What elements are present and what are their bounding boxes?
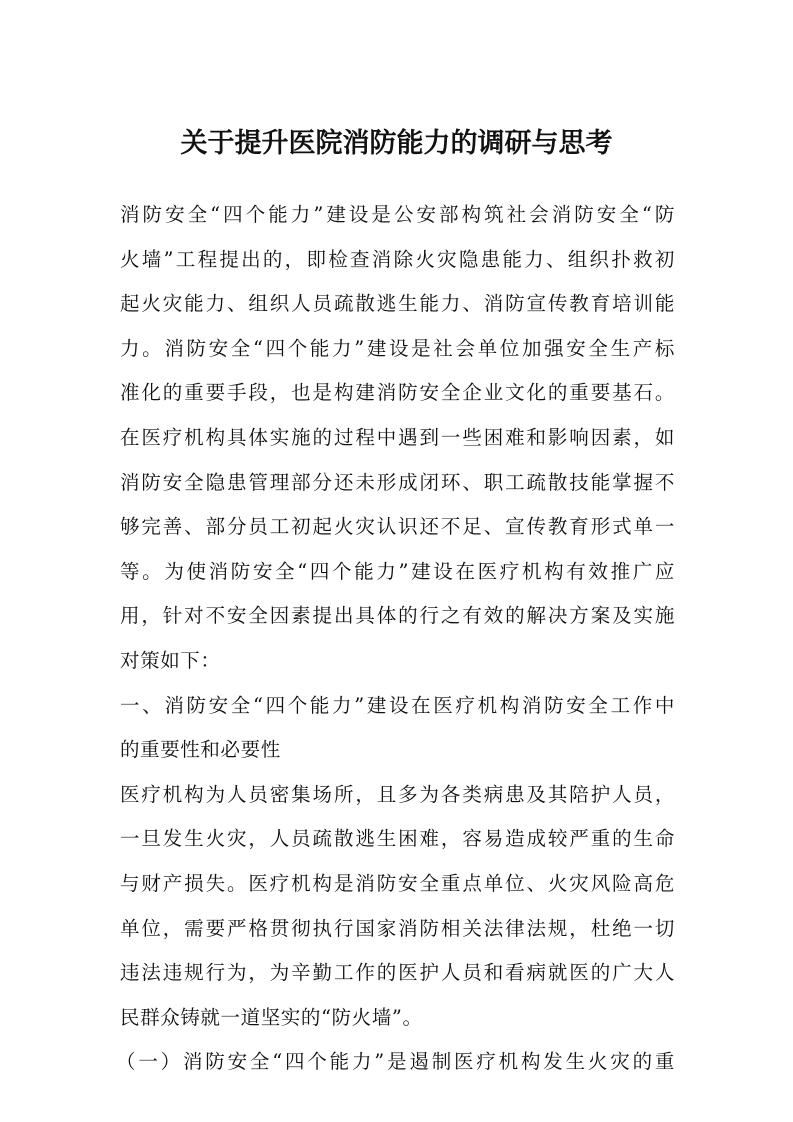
text-line: 医疗机构为人员密集场所，且多为各类病患及其陪护人员， bbox=[120, 782, 675, 806]
text-line: 一旦发生火灾，人员疏散逃生困难，容易造成较严重的生命 bbox=[120, 827, 675, 851]
text-line: 违法违规行为，为辛勤工作的医护人员和看病就医的广大人 bbox=[120, 961, 675, 985]
text-line: 对策如下： bbox=[120, 648, 221, 672]
subsection-heading-line: （一）消防安全“四个能力”是遏制医疗机构发生火灾的重 bbox=[116, 1050, 675, 1074]
text-line: 用，针对不安全因素提出具体的行之有效的解决方案及实施 bbox=[120, 604, 675, 628]
text-line: 与财产损失。医疗机构是消防安全重点单位、火灾风险高危 bbox=[120, 871, 675, 895]
text-line: 火墙”工程提出的，即检查消除火灾隐患能力、组织扑救初 bbox=[120, 247, 675, 271]
document-body bbox=[116, 193, 675, 1085]
document-title: 关于提升医院消防能力的调研与思考 bbox=[180, 128, 613, 159]
text-line: 等。为使消防安全“四个能力”建设在医疗机构有效推广应 bbox=[120, 559, 675, 583]
text-line: 消防安全“四个能力”建设是公安部构筑社会消防安全“防 bbox=[120, 203, 675, 226]
text-line: 起火灾能力、组织人员疏散逃生能力、消防宣传教育培训能 bbox=[120, 292, 675, 316]
text-line: 准化的重要手段，也是构建消防安全企业文化的重要基石。 bbox=[120, 381, 675, 405]
text-line: 够完善、部分员工初起火灾认识还不足、宣传教育形式单一 bbox=[120, 515, 675, 539]
section-heading-line: 的重要性和必要性 bbox=[120, 738, 281, 762]
text-line: 单位，需要严格贯彻执行国家消防相关法律法规，杜绝一切 bbox=[120, 916, 675, 940]
text-line: 消防安全隐患管理部分还未形成闭环、职工疏散技能掌握不 bbox=[120, 470, 675, 494]
section-heading-line: 一、消防安全“四个能力”建设在医疗机构消防安全工作中 bbox=[120, 693, 675, 717]
text-line: 力。消防安全“四个能力”建设是社会单位加强安全生产标 bbox=[120, 336, 675, 360]
text-line: 民群众铸就一道坚实的“防火墙”。 bbox=[120, 1005, 423, 1029]
text-line: 在医疗机构具体实施的过程中遇到一些困难和影响因素，如 bbox=[120, 425, 675, 449]
